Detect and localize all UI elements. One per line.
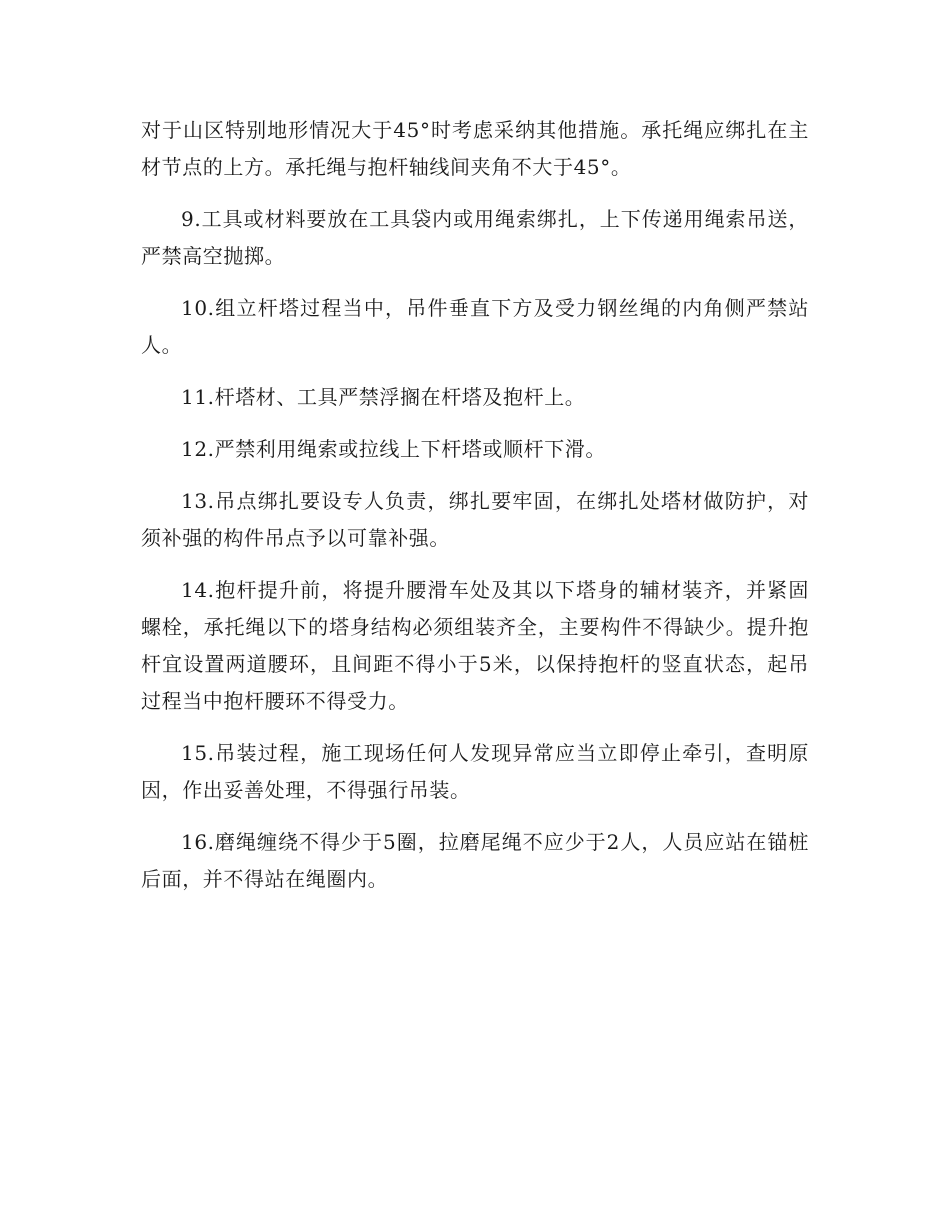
paragraph-item-16: 16.磨绳缠绕不得少于5圈，拉磨尾绳不应少于2人，人员应站在锚桩后面，并不得站在绳圈内。 xyxy=(141,830,809,891)
paragraph-item-11: 11.杆塔材、工具严禁浮搁在杆塔及抱杆上。 xyxy=(181,385,586,409)
paragraph-item-14: 14.抱杆提升前，将提升腰滑车处及其以下塔身的辅材装齐，并紧固螺栓，承托绳以下的塔身结构必须组装齐全，主要构件不得缺少。提升抱杆宜设置两道腰环，且间距不得小于5米，以保持抱杆的竖直状态，起吊过程当中抱杆腰环不得受力。 xyxy=(141,578,809,713)
paragraph-item-9: 9.工具或材料要放在工具袋内或用绳索绑扎，上下传递用绳索吊送，严禁高空抛掷。 xyxy=(141,207,809,268)
paragraph-item-15: 15.吊装过程，施工现场任何人发现异常应当立即停止牵引，查明原因，作出妥善处理，不得强行吊装。 xyxy=(141,741,809,802)
paragraph-item-12: 12.严禁利用绳索或拉线上下杆塔或顺杆下滑。 xyxy=(181,437,607,461)
paragraph-item-13: 13.吊点绑扎要设专人负责，绑扎要牢固，在绑扎处塔材做防护，对须补强的构件吊点予以可靠补强。 xyxy=(141,489,809,550)
paragraph-item-10: 10.组立杆塔过程当中，吊件垂直下方及受力钢丝绳的内角侧严禁站人。 xyxy=(141,296,809,357)
document-body xyxy=(141,112,809,913)
paragraph-continuation: 对于山区特别地形情况大于45°时考虑采纳其他措施。承托绳应绑扎在主材节点的上方。承托绳与抱杆轴线间夹角不大于45°。 xyxy=(141,118,809,179)
